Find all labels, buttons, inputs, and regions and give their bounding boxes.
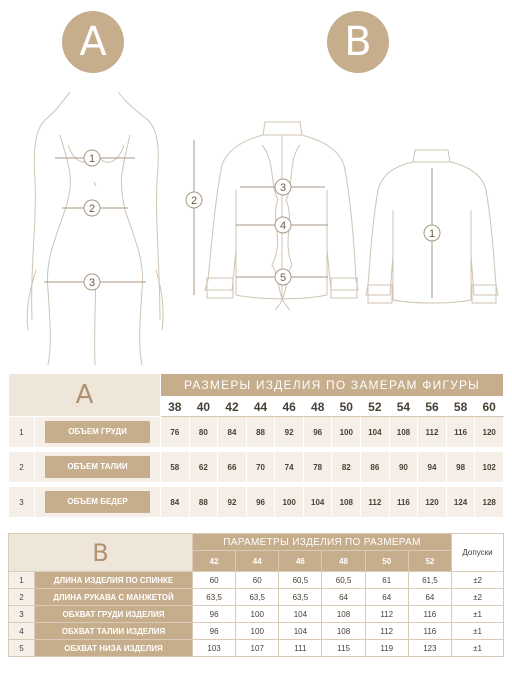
- measurement-illustrations: [0, 90, 512, 370]
- table-cell: 124: [446, 487, 475, 518]
- row-number: 2: [9, 589, 35, 606]
- table-b-size: 48: [322, 551, 365, 572]
- tolerance-cell: ±1: [452, 640, 504, 657]
- table-cell: 107: [236, 640, 279, 657]
- row-label: ОБХВАТ ГРУДИ ИЗДЕЛИЯ: [35, 606, 193, 623]
- row-label: ДЛИНА РУКАВА С МАНЖЕТОЙ: [35, 589, 193, 606]
- table-row: [9, 606, 504, 623]
- table-cell: 58: [161, 452, 190, 483]
- table-cell: 84: [218, 417, 247, 448]
- table-cell: 64: [408, 589, 451, 606]
- tolerance-cell: ±1: [452, 623, 504, 640]
- table-cell: 100: [236, 606, 279, 623]
- row-number: 4: [9, 623, 35, 640]
- table-cell: 96: [246, 487, 275, 518]
- marker-3-front: [275, 179, 291, 195]
- table-a-size: 40: [189, 397, 218, 417]
- marker-1-back-text: 1: [428, 228, 436, 240]
- table-cell: 100: [236, 623, 279, 640]
- table-a-size: 60: [475, 397, 504, 417]
- table-cell: 115: [322, 640, 365, 657]
- table-a-size: 50: [332, 397, 361, 417]
- table-row: [9, 623, 504, 640]
- table-cell: 80: [189, 417, 218, 448]
- table-a-size: 38: [161, 397, 190, 417]
- table-cell: 123: [408, 640, 451, 657]
- row-number: 1: [9, 417, 35, 448]
- table-cell: 119: [365, 640, 408, 657]
- table-cell: 92: [218, 487, 247, 518]
- table-a-size: 42: [218, 397, 247, 417]
- marker-3-body: [84, 274, 100, 290]
- row-label: ОБЪЕМ ГРУДИ: [45, 421, 150, 443]
- marker-2-body: [84, 200, 100, 216]
- table-cell: 98: [446, 452, 475, 483]
- label-a-badge: A: [62, 11, 124, 73]
- table-cell: 74: [275, 452, 304, 483]
- table-cell: 88: [246, 417, 275, 448]
- table-cell: 64: [322, 589, 365, 606]
- table-cell: 66: [218, 452, 247, 483]
- table-cell: 112: [365, 623, 408, 640]
- body-figure: [27, 92, 163, 365]
- marker-5-front: [275, 269, 291, 285]
- table-b-title: ПАРАМЕТРЫ ИЗДЕЛИЯ ПО РАЗМЕРАМ: [193, 534, 452, 551]
- table-cell: 100: [275, 487, 304, 518]
- marker-3-front-text: 3: [279, 182, 287, 194]
- table-cell: 103: [193, 640, 236, 657]
- row-label-cell: [35, 417, 161, 448]
- table-b-size: 46: [279, 551, 322, 572]
- table-cell: 100: [332, 417, 361, 448]
- size-table-a: [8, 373, 504, 518]
- marker-4-front-text: 4: [279, 220, 287, 232]
- table-cell: 64: [365, 589, 408, 606]
- table-cell: 78: [303, 452, 332, 483]
- table-b-corner: B: [9, 534, 193, 572]
- table-row: [9, 640, 504, 657]
- table-row: [9, 452, 504, 483]
- table-cell: 104: [279, 623, 322, 640]
- table-cell: 96: [193, 606, 236, 623]
- table-cell: 94: [418, 452, 447, 483]
- marker-4-front: [275, 217, 291, 233]
- row-number: 2: [9, 452, 35, 483]
- table-cell: 62: [189, 452, 218, 483]
- table-cell: 128: [475, 487, 504, 518]
- table-cell: 116: [408, 606, 451, 623]
- table-cell: 120: [475, 417, 504, 448]
- tolerance-header: Допуски: [452, 534, 504, 572]
- table-cell: 63,5: [236, 589, 279, 606]
- marker-2-front-text: 2: [190, 195, 198, 207]
- table-row: [9, 417, 504, 448]
- table-b-size: 50: [365, 551, 408, 572]
- table-a-size: 44: [246, 397, 275, 417]
- table-row: [9, 589, 504, 606]
- table-cell: 108: [322, 623, 365, 640]
- table-cell: 90: [389, 452, 418, 483]
- table-cell: 63,5: [279, 589, 322, 606]
- marker-5-front-text: 5: [279, 272, 287, 284]
- table-cell: 120: [418, 487, 447, 518]
- table-cell: 112: [361, 487, 390, 518]
- table-cell: 63,5: [193, 589, 236, 606]
- row-label-cell: [35, 487, 161, 518]
- table-a-size: 52: [361, 397, 390, 417]
- table-cell: 60: [236, 572, 279, 589]
- table-b-size: 44: [236, 551, 279, 572]
- table-cell: 108: [322, 606, 365, 623]
- table-a-size: 56: [418, 397, 447, 417]
- table-cell: 102: [475, 452, 504, 483]
- table-b-size: 52: [408, 551, 451, 572]
- table-a-size: 46: [275, 397, 304, 417]
- row-number: 3: [9, 487, 35, 518]
- table-cell: 92: [275, 417, 304, 448]
- marker-2-text: 2: [88, 203, 96, 215]
- table-cell: 76: [161, 417, 190, 448]
- table-cell: 82: [332, 452, 361, 483]
- table-cell: 70: [246, 452, 275, 483]
- table-cell: 96: [193, 623, 236, 640]
- table-a-size: 54: [389, 397, 418, 417]
- table-cell: 108: [332, 487, 361, 518]
- table-cell: 84: [161, 487, 190, 518]
- table-cell: 60,5: [279, 572, 322, 589]
- table-cell: 96: [303, 417, 332, 448]
- row-label: ОБЪЕМ БЕДЕР: [45, 491, 150, 513]
- table-cell: 108: [389, 417, 418, 448]
- marker-3-text: 3: [88, 277, 96, 289]
- table-row: [9, 487, 504, 518]
- table-a-size: 48: [303, 397, 332, 417]
- row-label: ДЛИНА ИЗДЕЛИЯ ПО СПИНКЕ: [35, 572, 193, 589]
- table-cell: 86: [361, 452, 390, 483]
- size-table-b: [8, 533, 504, 657]
- table-cell: 116: [446, 417, 475, 448]
- tolerance-cell: ±2: [452, 572, 504, 589]
- table-cell: 111: [279, 640, 322, 657]
- table-cell: 61: [365, 572, 408, 589]
- row-number: 5: [9, 640, 35, 657]
- label-b-badge: B: [327, 11, 389, 73]
- marker-2-front: [186, 192, 202, 208]
- table-cell: 88: [189, 487, 218, 518]
- table-a-title: РАЗМЕРЫ ИЗДЕЛИЯ ПО ЗАМЕРАМ ФИГУРЫ: [161, 374, 504, 397]
- table-a-corner: A: [9, 374, 161, 417]
- table-b-size: 42: [193, 551, 236, 572]
- table-cell: 60: [193, 572, 236, 589]
- table-cell: 104: [303, 487, 332, 518]
- row-label: ОБХВАТ НИЗА ИЗДЕЛИЯ: [35, 640, 193, 657]
- row-label: ОБЪЕМ ТАЛИИ: [45, 456, 150, 478]
- row-label-cell: [35, 452, 161, 483]
- tolerance-cell: ±2: [452, 589, 504, 606]
- tolerance-cell: ±1: [452, 606, 504, 623]
- table-cell: 61,5: [408, 572, 451, 589]
- table-cell: 60,5: [322, 572, 365, 589]
- table-cell: 116: [408, 623, 451, 640]
- table-cell: 116: [389, 487, 418, 518]
- row-number: 3: [9, 606, 35, 623]
- table-cell: 104: [361, 417, 390, 448]
- marker-1-text: 1: [88, 153, 96, 165]
- table-cell: 112: [418, 417, 447, 448]
- marker-1-back: [424, 225, 440, 241]
- table-row: [9, 572, 504, 589]
- row-number: 1: [9, 572, 35, 589]
- table-cell: 112: [365, 606, 408, 623]
- table-cell: 104: [279, 606, 322, 623]
- table-a-size: 58: [446, 397, 475, 417]
- row-label: ОБХВАТ ТАЛИИ ИЗДЕЛИЯ: [35, 623, 193, 640]
- marker-1-body: [84, 150, 100, 166]
